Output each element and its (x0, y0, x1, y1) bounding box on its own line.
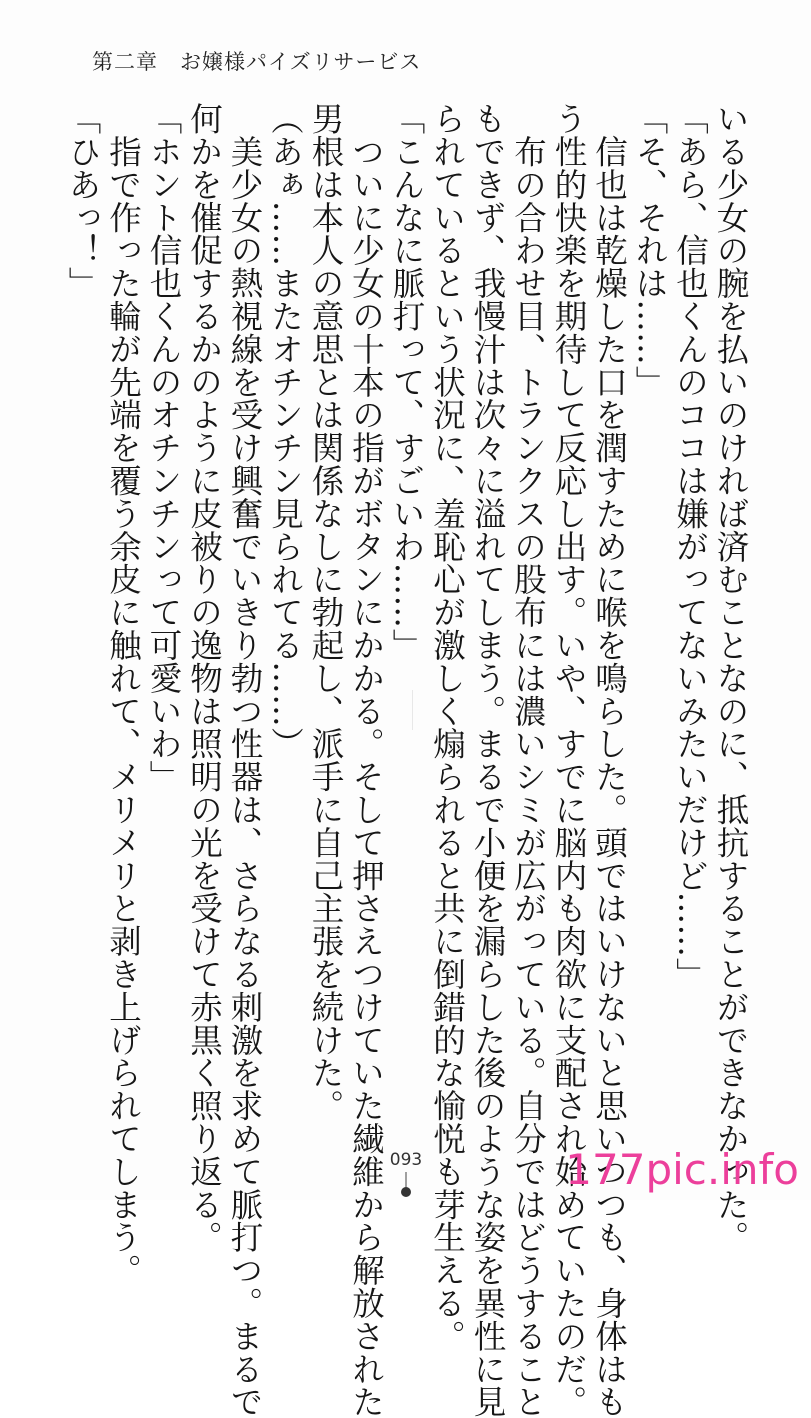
text-line: 「そ、それは……」 (631, 102, 669, 399)
text-line: 布の合わせ目、トランクスの股布には濃いシミが広がっている。自分ではどうすること (509, 102, 548, 1418)
watermark-logo: 177pic.info (565, 1145, 799, 1194)
running-head (92, 46, 421, 76)
text-line: 「ホント信也くんのオチンチンって可愛いわ」 (145, 102, 183, 793)
text-line: 「こんなに脈打って、すごいわ……」 (388, 102, 426, 662)
text-line: ついに少女の十本の指がボタンにかかる。そして押さえつけていた繊維から解放された (347, 102, 386, 1418)
text-line: いる少女の腕を払いのければ済むことなのに、抵抗することができなかった。 (712, 102, 750, 1254)
page-crease (412, 690, 413, 730)
text-line: 指で作った輪が先端を覆う余皮に触れて、メリメリと剥き上げられてしまう。 (104, 102, 143, 1287)
text-line: 「ひあっ！」 (64, 102, 102, 300)
text-line: う性的快楽を期待して反応し出す。いや、すでに脳内も肉欲に支配され始めていたのだ。 (550, 102, 588, 1418)
text-line: 何かを催促するかのように皮被りの逸物は照明の光を受けて赤黒く照り返る。 (185, 102, 224, 1254)
chapter-label: 第二章 (92, 50, 158, 74)
text-line: 男根は本人の意思とは関係なしに勃起し、派手に自己主張を続けた。 (307, 102, 345, 1122)
page-marker-icon (396, 1172, 416, 1200)
text-line: 「あら、信也くんのココは嫌がってないみたいだけど……」 (671, 102, 710, 991)
text-line: られているという状況に、羞恥心が激しく煽られると共に倒錯的な愉悦も芽生える。 (428, 102, 467, 1353)
text-line: もできず、我慢汁は次々に溢れてしまう。まるで小便を漏らした後のような姿を異性に見 (469, 102, 507, 1418)
page-number: 093 (389, 1150, 423, 1170)
text-line: 信也は乾燥した口を潤すために喉を鳴らした。頭ではいけないと思いつつも、身体はも (590, 102, 629, 1418)
text-line: 美少女の熱視線を受け興奮でいきり勃つ性器は、さらなる刺激を求めて脈打つ。まるで (226, 102, 264, 1418)
text-line: （あぁ……またオチンチン見られてる……） (266, 102, 305, 760)
chapter-title: お嬢様パイズリサービス (180, 50, 422, 74)
